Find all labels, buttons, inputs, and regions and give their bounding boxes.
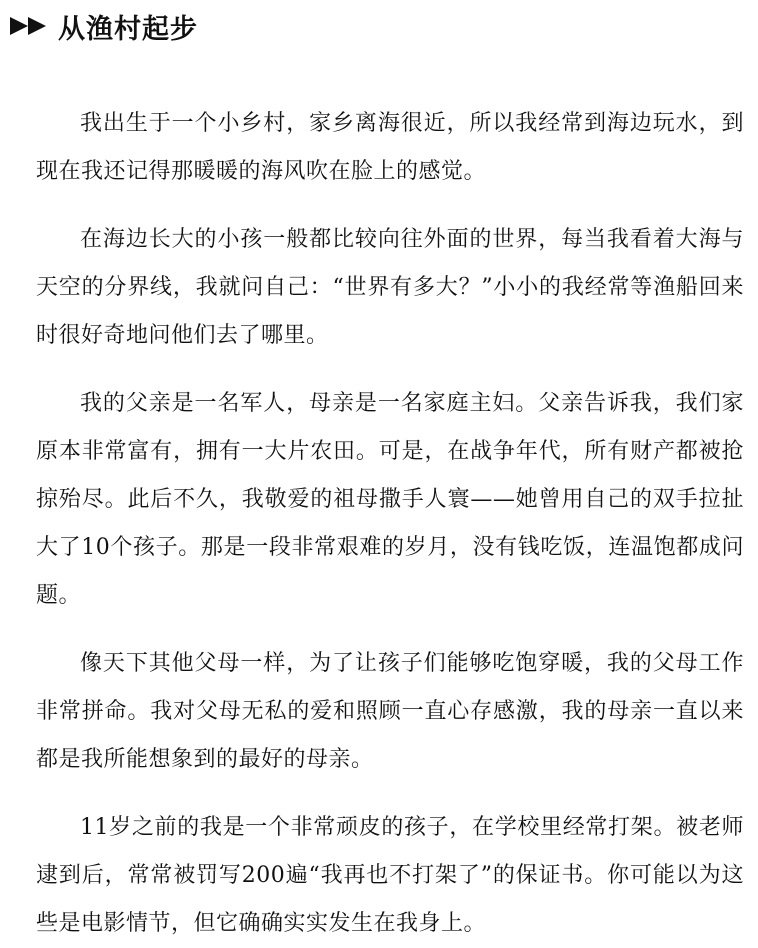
paragraph: 像天下其他父母一样，为了让孩子们能够吃饱穿暖，我的父母工作非常拼命。我对父母无私的爱和照顾一直心存感激，我的母亲一直以来都是我所能想象到的最好的母亲。 [36, 651, 744, 772]
section-title: 从渔村起步 [58, 13, 198, 45]
double-play-arrow-icon [10, 15, 50, 37]
paragraph: 我出生于一个小乡村，家乡离海很近，所以我经常到海边玩水，到现在我还记得那暖暖的海风吹在脸上的感觉。 [36, 111, 744, 184]
paragraph: 在海边长大的小孩一般都比较向往外面的世界，每当我看着大海与天空的分界线，我就问自己：“世界有多大？”小小的我经常等渔船回来时很好奇地问他们去了哪里。 [36, 227, 744, 348]
section-heading [10, 6, 198, 46]
paragraph: 我的父亲是一名军人，母亲是一名家庭主妇。父亲告诉我，我们家原本非常富有，拥有一大片农田。可是，在战争年代，所有财产都被抢掠殆尽。此后不久，我敬爱的祖母撒手人寰——她曾用自己的双手拉扯大了10个孩子。那是一段非常艰难的岁月，没有钱吃饭，连温饱都成问题。 [36, 391, 744, 608]
body-text [36, 100, 744, 948]
paragraph: 11岁之前的我是一个非常顽皮的孩子，在学校里经常打架。被老师逮到后，常常被罚写200遍“我再也不打架了”的保证书。你可能以为这些是电影情节，但它确确实实发生在我身上。 [36, 815, 744, 936]
